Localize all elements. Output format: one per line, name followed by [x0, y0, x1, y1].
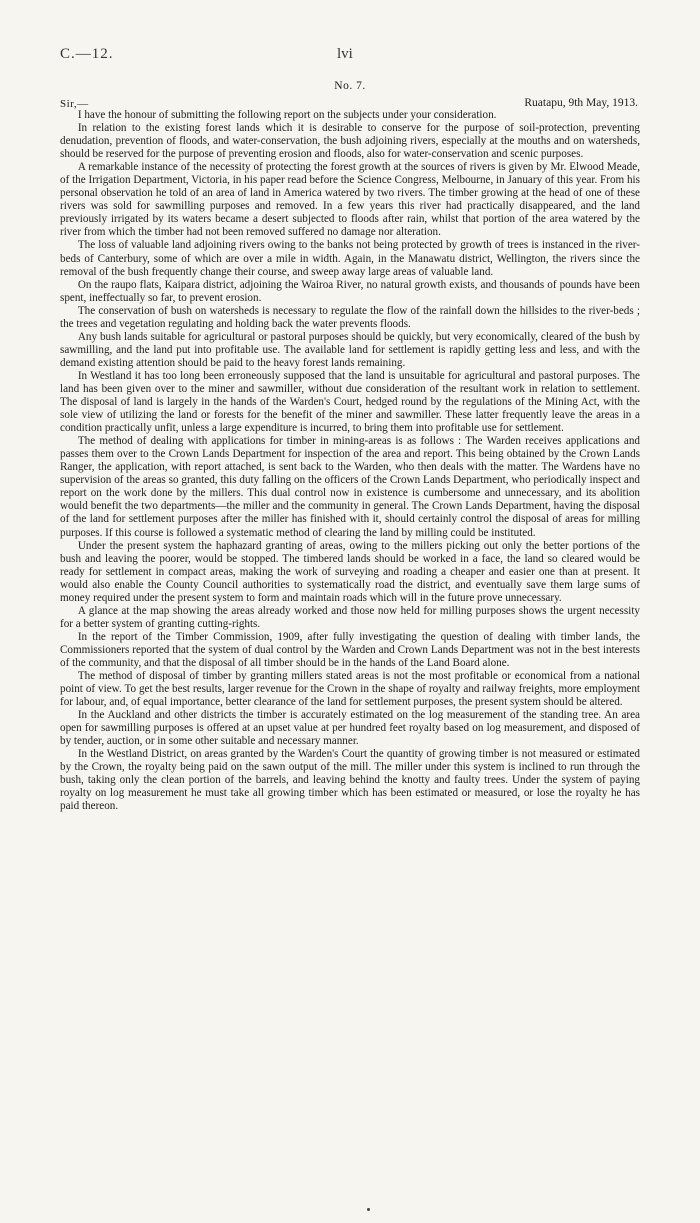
paragraph: I have the honour of submitting the following report on the subjects under your consideration.: [77, 109, 497, 121]
document-number: No. 7.: [334, 80, 366, 92]
salutation: Sir,—: [60, 98, 89, 110]
paragraph: The loss of valuable land adjoining rivers owing to the banks not being protected by growth of trees is instanced in the river-beds of Canterbury, some of which are over a mile in width. Again, in the Manawatu district, Wellington, the rivers since the removal of the bush frequently change their course, and sweep away large areas of valuable land.: [60, 239, 640, 278]
paragraph: A remarkable instance of the necessity of protecting the forest growth at the sources of rivers is given by Mr. Elwood Meade, of the Irrigation Department, Victoria, in his paper read before the Science Congress, Melbourne, in January of this year. From his personal observation he told of an area of land in America watered by two rivers. The timber growing at the head of one of these rivers was sold for sawmilling purposes and removed. In a few years this river had practically disappeared, and the land previously irrigated by its waters became a desert subjected to floods after rain, whilst that portion of the area watered by the river from which the timber had not been removed suffered no damage nor alteration.: [60, 161, 640, 239]
paragraph: In relation to the existing forest lands which it is desirable to conserve for the purpose of soil-protection, preventing denudation, prevention of floods, and water-conservation, the bush adjoining rivers, especially at the mouths and on watersheds, should be reserved for the purpose of preventing erosion and floods, also for water-conservation and scenic purposes.: [60, 122, 640, 161]
paragraph: In Westland it has too long been erroneously supposed that the land is unsuitable for agricultural and pastoral purposes. The land has been given over to the miner and sawmiller, without due consideration of the resultant work in relation to settlement. The disposal of land is largely in the hands of the Warden's Court, hedged round by the regulations of the Mining Act, with the sole view of utilizing the land or forests for the benefit of the miner and sawmiller. These latter frequently leave the areas in a condition practically unfit, unless a large expenditure is incurred, to bring them into profitable use for settlement.: [60, 369, 640, 435]
paragraph: The conservation of bush on watersheds is necessary to regulate the flow of the rainfall down the hillsides to the river-beds ; the trees and vegetation regulating and holding back the water prevents floods.: [60, 304, 640, 330]
paragraph: In the Westland District, on areas granted by the Warden's Court the quantity of growing timber is not measured or estimated by the Crown, the royalty being paid on the sawn output of the mill. The miller under this system is inclined to run through the bush, taking only the clean portion of the barrels, and leaving behind the knotty and faulty trees. Under the system of paying royalty on log measurement he must take all growing timber which has been estimated or measured, or lose the royalty he has paid thereon.: [60, 748, 640, 813]
paragraph: Under the present system the haphazard granting of areas, owing to the millers picking out only the better portions of the bush and leaving the poorer, would be stopped. The timbered lands should be worked in a face, the land so cleared would be ready for settlement in compact areas, making the work of surveying and roading a cheaper and easier one than at present. It would also enable the County Council authorities to systematically road the district, and eventually save them large sums of money required under the present system to form and maintain roads which will in the future prove unnecessary.: [60, 539, 640, 604]
print-mark: [367, 1208, 370, 1211]
paragraph: In the Auckland and other districts the timber is accurately estimated on the log measurement of the standing tree. An area open for sawmilling purposes is offered at an upset value at per hundred feet royalty based on log measurement, and disposed of by tender, auction, or in some other suitable and necessary manner.: [60, 709, 640, 748]
paragraph: The method of disposal of timber by granting millers stated areas is not the most profitable or economical from a national point of view. To get the best results, larger revenue for the Crown in the shape of royalty and railway freights, more employment for labour, and, of equal importance, better clearance of the land for settlement purposes, the present system should be altered.: [60, 670, 640, 709]
paragraph: The method of dealing with applications for timber in mining-areas is as follows : The Warden receives applications and passes them over to the Crown Lands Department for inspection of the area and report. This being obtained by the Crown Lands Ranger, the application, with report attached, is sent back to the Warden, who then deals with the matter. The Wardens have no supervision of the areas so granted, this duty falling on the officers of the Crown Lands Department, who periodically inspect and report on the work done by the millers. This dual control now in existence is cumbersome and unnecessary, and its abolition would benefit the two departments—the miller and the community in general. The Crown Lands Department, having the disposal of the land for settlement purposes after the miller has finished with it, should certainly control the disposal of areas for milling purposes. If this course is followed a systematic method of clearing the land by milling could be instituted.: [60, 435, 640, 539]
paragraph: On the raupo flats, Kaipara district, adjoining the Wairoa River, no natural growth exists, and thousands of pounds have been spent, ineffectually so far, to prevent erosion.: [60, 278, 640, 304]
report-body: [60, 109, 640, 814]
parliamentary-paper-reference: C.—12.: [60, 46, 114, 62]
paragraph: A glance at the map showing the areas already worked and those now held for milling purposes shows the urgent necessity for a better system of granting cutting-rights.: [60, 604, 640, 630]
page-number: lvi: [337, 46, 353, 62]
paragraph: Any bush lands suitable for agricultural or pastoral purposes should be quickly, but very economically, cleared of the bush by sawmilling, and the land put into profitable use. The available land for settlement is rapidly getting less and less, and with the demand existing attention should be paid to the heavy forest lands remaining.: [60, 330, 640, 369]
paragraph: In the report of the Timber Commission, 1909, after fully investigating the question of dealing with timber lands, the Commissioners reported that the system of dual control by the Warden and Crown Lands Department was not in the best interests of the community, and that the disposal of all timber should be in the hands of the Land Board alone.: [60, 630, 640, 669]
dateline: Ruatapu, 9th May, 1913.: [524, 97, 638, 109]
